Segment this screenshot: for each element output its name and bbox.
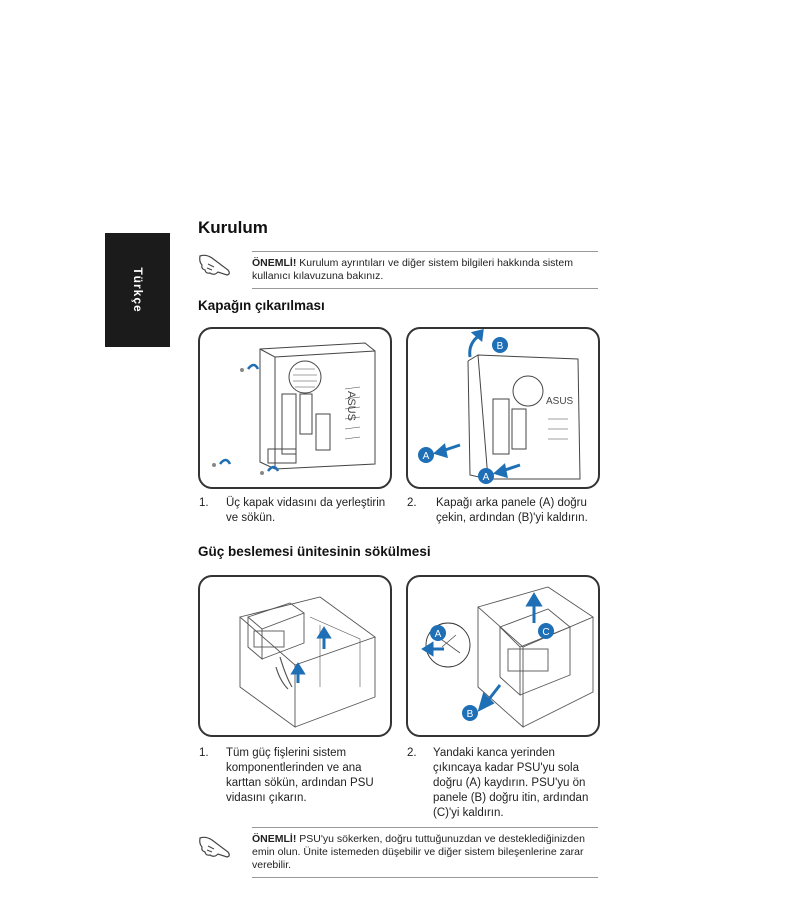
svg-text:A: A — [434, 629, 442, 640]
psu-unplug-illustration — [198, 575, 392, 737]
svg-text:A: A — [422, 451, 430, 462]
step-text: Tüm güç fişlerini sistem komponentlerinden ve ana karttan sökün, ardından PSU vidasını çıkarın. — [226, 747, 374, 804]
psu-removal-illustration — [406, 575, 600, 737]
callout-c — [538, 623, 554, 639]
important-note-2 — [252, 827, 598, 878]
psu-step-2 — [407, 746, 607, 822]
note-label: ÖNEMLİ! — [252, 833, 297, 845]
callout-a — [430, 625, 446, 641]
step-text: Yandaki kanca yerinden çıkıncaya kadar PSU'yu sola doğru (A) kaydırın. PSU'yu ön panele (B) doğru itin, ardından (C)'yi kaldırın. — [433, 747, 589, 819]
pointing-hand-icon — [198, 250, 232, 278]
svg-text:B: B — [466, 709, 474, 720]
note-text: Kurulum ayrıntıları ve diğer sistem bilgileri hakkında sistem kullanıcı kılavuzuna bakınız. — [252, 257, 573, 282]
cover-step-2 — [407, 496, 607, 528]
cover-step-1 — [199, 496, 399, 528]
note-label: ÖNEMLİ! — [252, 257, 297, 269]
pointing-hand-icon — [198, 832, 232, 860]
step-number: 2. — [407, 747, 417, 759]
callout-a — [418, 447, 434, 463]
callout-a-2 — [478, 468, 494, 484]
step-text: Kapağı arka panele (A) doğru çekin, ardından (B)'yi kaldırın. — [436, 497, 588, 524]
svg-text:A: A — [482, 472, 490, 483]
note-text: PSU'yu sökerken, doğru tuttuğunuzdan ve desteklediğinizden emin olun. Ünite istemeden düşebilir ve diğer sistem bileşenlerine zarar verebilir. — [252, 833, 585, 871]
section-heading-cover: Kapağın çıkarılması — [198, 298, 325, 313]
svg-text:B: B — [496, 341, 504, 352]
cover-removal-illustration — [406, 327, 600, 489]
psu-step-1 — [199, 746, 399, 808]
step-number: 2. — [407, 497, 417, 509]
important-note-1 — [252, 251, 598, 289]
svg-text:C: C — [542, 627, 550, 638]
step-number: 1. — [199, 747, 209, 759]
callout-b — [462, 705, 478, 721]
cover-screws-illustration — [198, 327, 392, 489]
brand-logo: ASUS — [345, 391, 357, 421]
callout-b — [492, 337, 508, 353]
step-number: 1. — [199, 497, 209, 509]
step-text: Üç kapak vidasını da yerleştirin ve sökün. — [226, 497, 386, 524]
language-label: Türkçe — [130, 267, 145, 313]
language-side-tab — [105, 233, 170, 347]
svg-text:ASUS: ASUS — [546, 396, 574, 407]
section-heading-psu: Güç beslemesi ünitesinin sökülmesi — [198, 544, 431, 559]
page-title: Kurulum — [198, 218, 268, 237]
